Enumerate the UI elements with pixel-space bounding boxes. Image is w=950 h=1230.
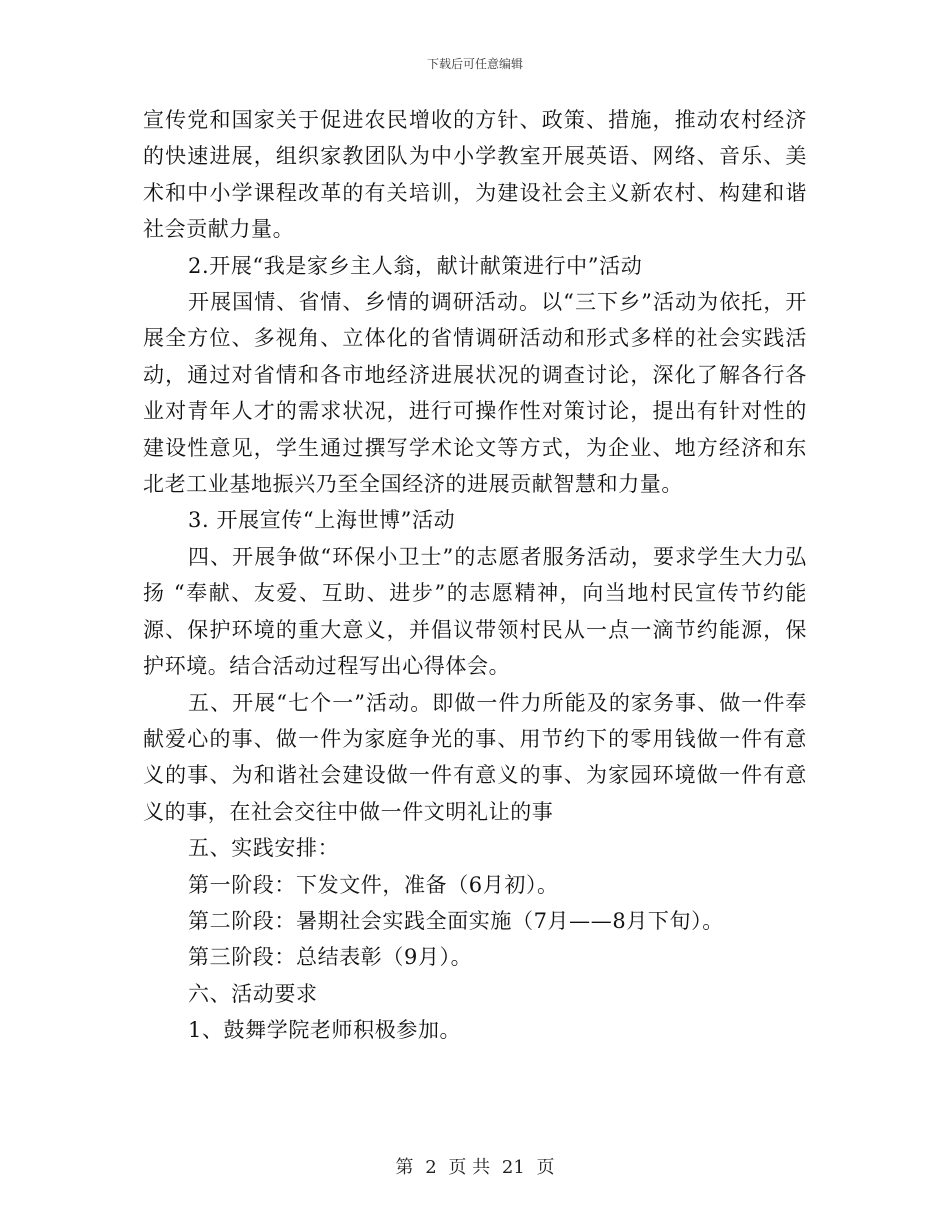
page-header-note: 下载后可任意编辑 — [426, 57, 523, 71]
paragraph-3: 开展国情、省情、乡情的调研活动。以“三下乡”活动为依托，开展全方位、多视角、立体化的省情调研活动和形式多样的社会实践活动，通过对省情和各市地经济进展状况的调查讨论，深化了解各行各业对青年人才的需求状况，进行可操作性对策讨论，提出有针对性的建设性意见，学生通过撰写学术论文等方式，为企业、地方经济和东北老工业基地振兴乃至全国经济的进展贡献智慧和力量。 — [143, 290, 807, 497]
paragraph-9: 第二阶段：暑期社会实践全面实施（7月——8月下旬）。 — [188, 908, 724, 933]
footer-middle: 页 共 — [448, 1157, 491, 1178]
paragraph-11: 六、活动要求 — [188, 981, 318, 1006]
paragraph-5: 四、开展争做“环保小卫士”的志愿者服务活动，要求学生大力弘扬 “奉献、友爱、互助、进步”的志愿精神，向当地村民宣传节约能源、保护环境的重大意义，并倡议带领村民从一点一滴节约能源，保护环境。结合活动过程写出心得体会。 — [143, 544, 807, 679]
paragraph-6: 五、开展“七个一”活动。即做一件力所能及的家务事、做一件奉献爱心的事、做一件为家庭争光的事、用节约下的零用钱做一件有意义的事、为和谐社会建设做一件有意义的事、为家园环境做一件有意义的事，在社会交往中做一件文明礼让的事 — [143, 690, 807, 824]
paragraph-4: 3. 开展宣传“上海世博”活动 — [188, 508, 456, 533]
paragraph-8: 第一阶段：下发文件，准备（6月初）。 — [188, 872, 559, 897]
document-body — [143, 102, 807, 1049]
footer-prefix: 第 — [395, 1157, 414, 1178]
paragraph-12: 1、鼓舞学院老师积极参加。 — [188, 1018, 462, 1043]
paragraph-2: 2.开展“我是家乡主人翁，献计献策进行中”活动 — [188, 253, 643, 278]
paragraph-1: 宣传党和国家关于促进农民增收的方针、政策、措施，推动农村经济的快速进展，组织家教团队为中小学教室开展英语、网络、音乐、美术和中小学课程改革的有关培训，为建设社会主义新农村、构建和谐社会贡献力量。 — [143, 108, 807, 242]
paragraph-7: 五、实践安排： — [188, 836, 340, 861]
footer-suffix: 页 — [536, 1157, 555, 1178]
footer-current-page: 2 — [425, 1157, 437, 1178]
paragraph-10: 第三阶段：总结表彰（9月）。 — [188, 945, 473, 970]
footer-total-pages: 21 — [501, 1157, 525, 1178]
page-footer — [0, 1153, 950, 1179]
